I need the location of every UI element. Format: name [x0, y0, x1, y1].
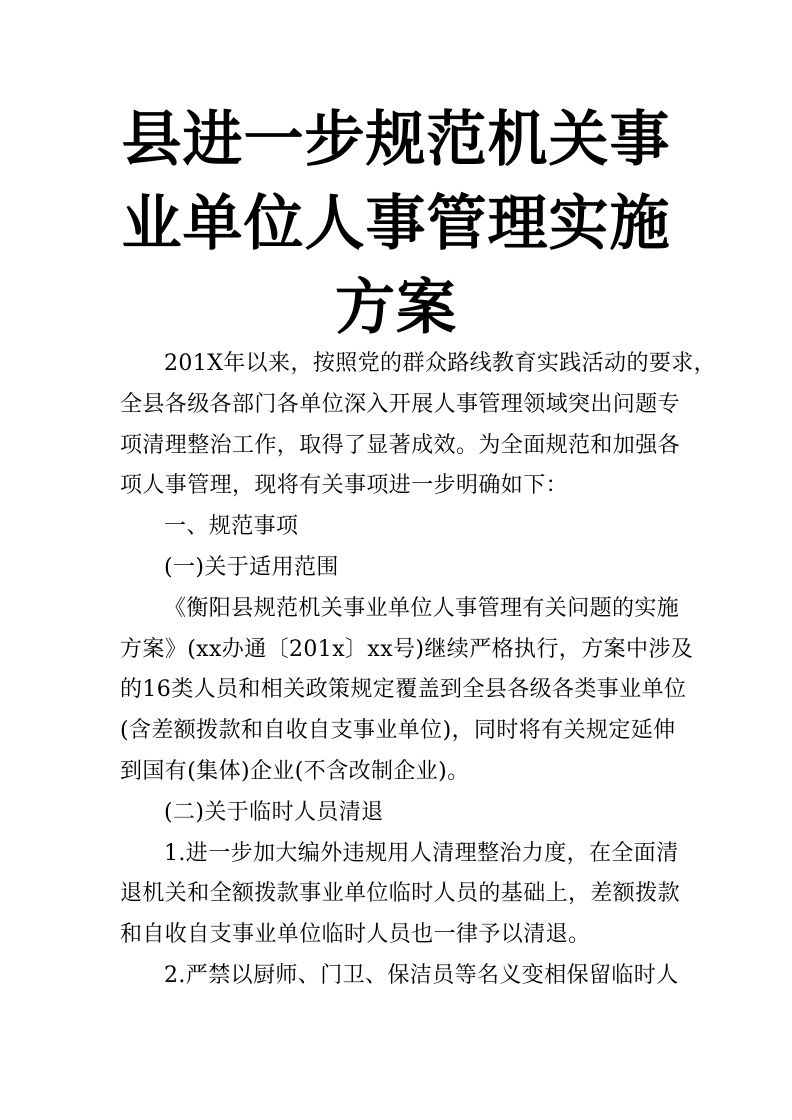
document-title-line-1: 县进一步规范机关事 [121, 105, 671, 175]
text-line: 项清理整治工作，取得了显著成效。为全面规范和加强各 [120, 432, 681, 458]
text-line: (一)关于适用范围 [164, 554, 339, 580]
text-line: 2.严禁以厨师、门卫、保洁员等名义变相保留临时人 [164, 962, 679, 988]
text-line: 和自收自支事业单位临时人员也一律予以清退。 [120, 922, 591, 948]
text-line: 《衡阳县规范机关事业单位人事管理有关问题的实施 [164, 595, 680, 621]
item-2-paragraph [120, 956, 680, 997]
text-line: (含差额拨款和自收自支事业单位)，同时将有关规定延伸 [120, 718, 676, 744]
text-line: 全县各级各部门各单位深入开展人事管理领域突出问题专 [120, 391, 681, 417]
subsection-heading-scope [120, 548, 680, 589]
subsection-heading-temp-staff [120, 793, 680, 834]
document-title-line-3: 方案 [335, 273, 457, 343]
text-line: (二)关于临时人员清退 [164, 799, 384, 825]
scope-paragraph [120, 589, 694, 793]
text-line: 的16类人员和相关政策规定覆盖到全县各级各类事业单位 [120, 677, 687, 703]
text-line: 到国有(集体)企业(不含改制企业)。 [120, 758, 470, 784]
text-line: 201X年以来，按照党的群众路线教育实践活动的要求， [164, 351, 717, 376]
item-1-paragraph [120, 834, 680, 956]
intro-paragraph [120, 344, 717, 507]
document-title-line-2: 业单位人事管理实施 [121, 189, 671, 259]
text-line: 项人事管理，现将有关事项进一步明确如下： [120, 473, 569, 499]
text-line: 一、规范事项 [164, 514, 299, 540]
text-line: 退机关和全额拨款事业单位临时人员的基础上，差额拨款 [120, 881, 681, 907]
section-heading [120, 507, 680, 548]
text-line: 方案》(xx办通〔201x〕xx号)继续严格执行，方案中涉及 [120, 636, 694, 662]
document-body [120, 344, 717, 997]
text-line: 1.进一步加大编外违规用人清理整治力度，在全面清 [164, 840, 679, 866]
